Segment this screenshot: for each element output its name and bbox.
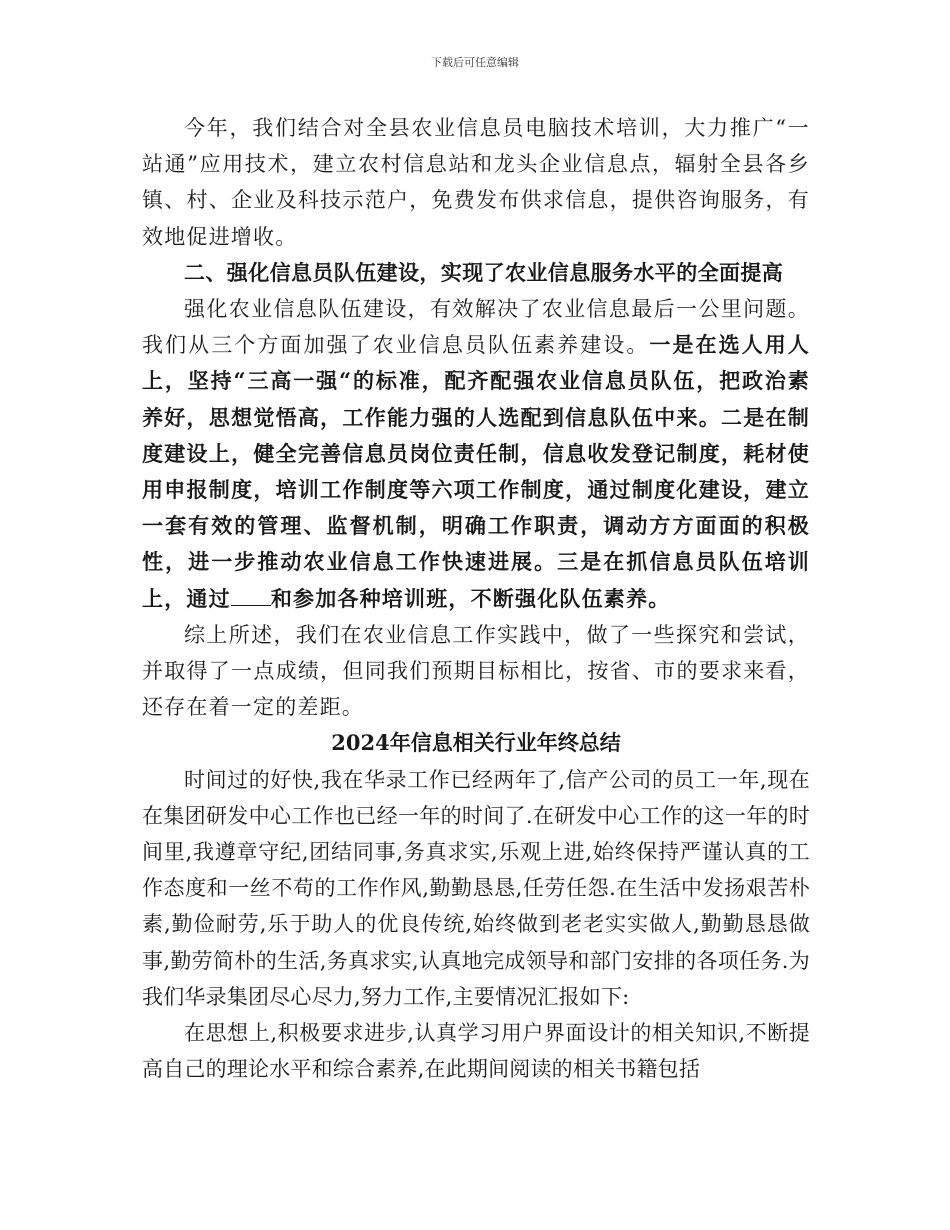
- paragraph-team-building: [142, 291, 810, 617]
- paragraph-team-building-measures: 一是在选人用人上，坚持“三高一强“的标准，配齐配强农业信息员队伍，把政治素养好，思想觉悟高，工作能力强的人选配到信息队伍中来。二是在制度建设上，健全完善信息员岗位责任制，信息收发登记制度，耗材使用申报制度，培训工作制度等六项工作制度，通过制度化建设，建立一套有效的管理、监督机制，明确工作职责，调动方方面面的积极性，进一步推动农业信息工作快速进展。三是在抓信息员队伍培训上，通过: [142, 332, 810, 611]
- paragraph-team-building-end: 和参加各种培训班，不断强化队伍素养。: [270, 585, 671, 611]
- paragraph-team-building-intro: 强化农业信息队伍建设，有效解决了农业信息最后一公里问题。我们从三个方面加强了农业信息员队伍素养建设。: [142, 297, 810, 358]
- fill-in-blank: [231, 585, 271, 606]
- paragraph-ideology: 在思想上,积极要求进步,认真学习用户界面设计的相关知识,不断提高自己的理论水平和综合素养,在此期间阅读的相关书籍包括: [142, 1021, 810, 1082]
- header-note: 下载后可任意编辑: [431, 56, 519, 69]
- paragraph-year-review: 时间过的好快,我在华录工作已经两年了,信产公司的员工一年,现在在集团研发中心工作也已经一年的时间了.在研发中心工作的这一年的时间里,我遵章守纪,团结同事,务真求实,乐观上进,始终保持严谨认真的工作态度和一丝不苟的工作作风,勤勤恳恳,任劳任怨.在生活中发扬艰苦朴素,勤俭耐劳,乐于助人的优良传统,始终做到老老实实做人,勤勤恳恳做事,勤劳简朴的生活,务真求实,认真地完成领导和部门安排的各项任务.为我们华录集团尽心尽力,努力工作,主要情况汇报如下:: [142, 767, 810, 1009]
- section-heading-team-building: 二、强化信息员队伍建设，实现了农业信息服务水平的全面提高: [184, 259, 784, 285]
- document-title: 2024年信息相关行业年终总结: [331, 730, 621, 756]
- paragraph-summary: 综上所述，我们在农业信息工作实践中，做了一些探究和尝试，并取得了一点成绩，但同我们预期目标相比，按省、市的要求来看，还存在着一定的差距。: [142, 622, 810, 720]
- paragraph-station-promotion: 今年，我们结合对全县农业信息员电脑技术培训，大力推广“一站通”应用技术，建立农村信息站和龙头企业信息点，辐射全县各乡镇、村、企业及科技示范户，免费发布供求信息，提供咨询服务，有效地促进增收。: [142, 116, 810, 249]
- document-body: [142, 110, 810, 1087]
